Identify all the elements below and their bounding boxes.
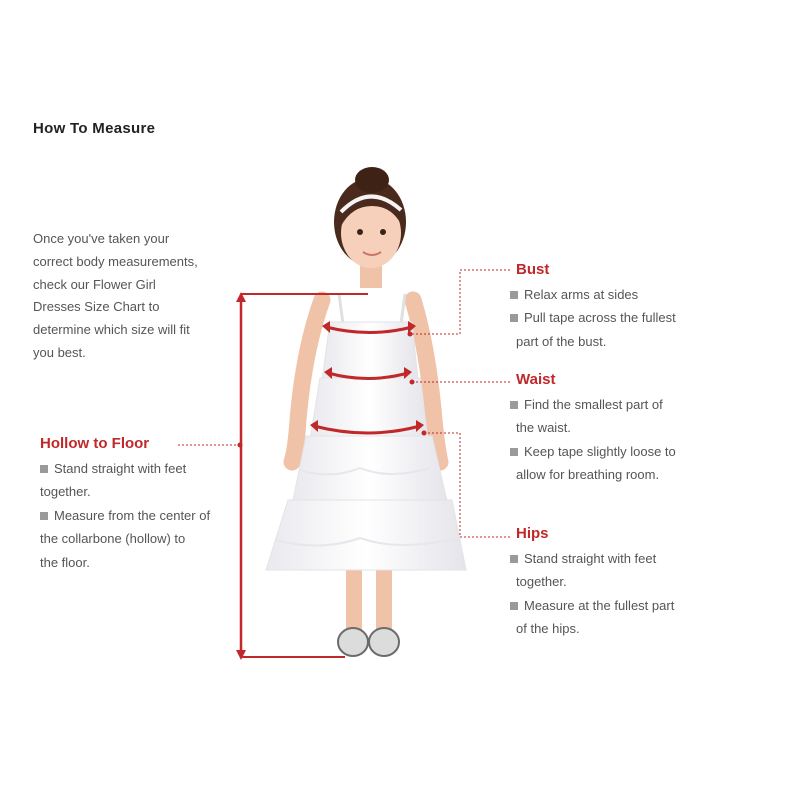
square-bullet-icon <box>510 314 518 322</box>
square-bullet-icon <box>40 465 48 473</box>
square-bullet-icon <box>510 401 518 409</box>
intro-line: correct body measurements, <box>33 253 198 269</box>
bullet-item: Stand straight with feet <box>510 547 674 570</box>
hollow-to-floor-heading: Hollow to Floor <box>40 435 150 452</box>
intro-line: Dresses Size Chart to <box>33 299 160 315</box>
bullet-item: Measure at the fullest part <box>510 594 674 617</box>
bullet-continuation: allow for breathing room. <box>516 467 660 483</box>
bullet-continuation: of the hips. <box>516 621 580 637</box>
intro-line: Once you've taken your <box>33 231 170 246</box>
page-title: How To Measure <box>33 120 156 137</box>
bullet-continuation: part of the bust. <box>516 333 607 349</box>
bullet-item: Keep tape slightly loose to <box>510 440 676 463</box>
hips-section <box>510 525 674 641</box>
bust-section <box>510 261 676 353</box>
bullet-item: Find the smallest part of <box>510 393 676 416</box>
square-bullet-icon <box>510 448 518 456</box>
bust-heading: Bust <box>516 261 550 278</box>
girl-figure <box>266 167 466 656</box>
bullet-continuation: together. <box>40 484 91 500</box>
bullet-continuation: the floor. <box>40 554 90 570</box>
bullet-continuation: together. <box>516 574 567 590</box>
square-bullet-icon <box>510 555 518 563</box>
intro-text <box>33 228 233 365</box>
intro-line: determine which size will fit <box>33 322 190 338</box>
bullet-continuation: the collarbone (hollow) to <box>40 531 186 547</box>
intro-line: you best. <box>33 344 86 360</box>
waist-heading: Waist <box>516 371 556 388</box>
bullet-continuation: the waist. <box>516 420 571 436</box>
bullet-item: Stand straight with feet <box>40 457 210 480</box>
intro-line: check our Flower Girl <box>33 276 156 292</box>
hips-heading: Hips <box>516 525 549 542</box>
bullet-item: Measure from the center of <box>40 504 210 527</box>
square-bullet-icon <box>510 291 518 299</box>
hollow-to-floor-section <box>40 435 210 574</box>
waist-section <box>510 371 676 487</box>
square-bullet-icon <box>40 512 48 520</box>
square-bullet-icon <box>510 602 518 610</box>
bullet-item: Relax arms at sides <box>510 283 676 306</box>
bullet-item: Pull tape across the fullest <box>510 306 676 329</box>
